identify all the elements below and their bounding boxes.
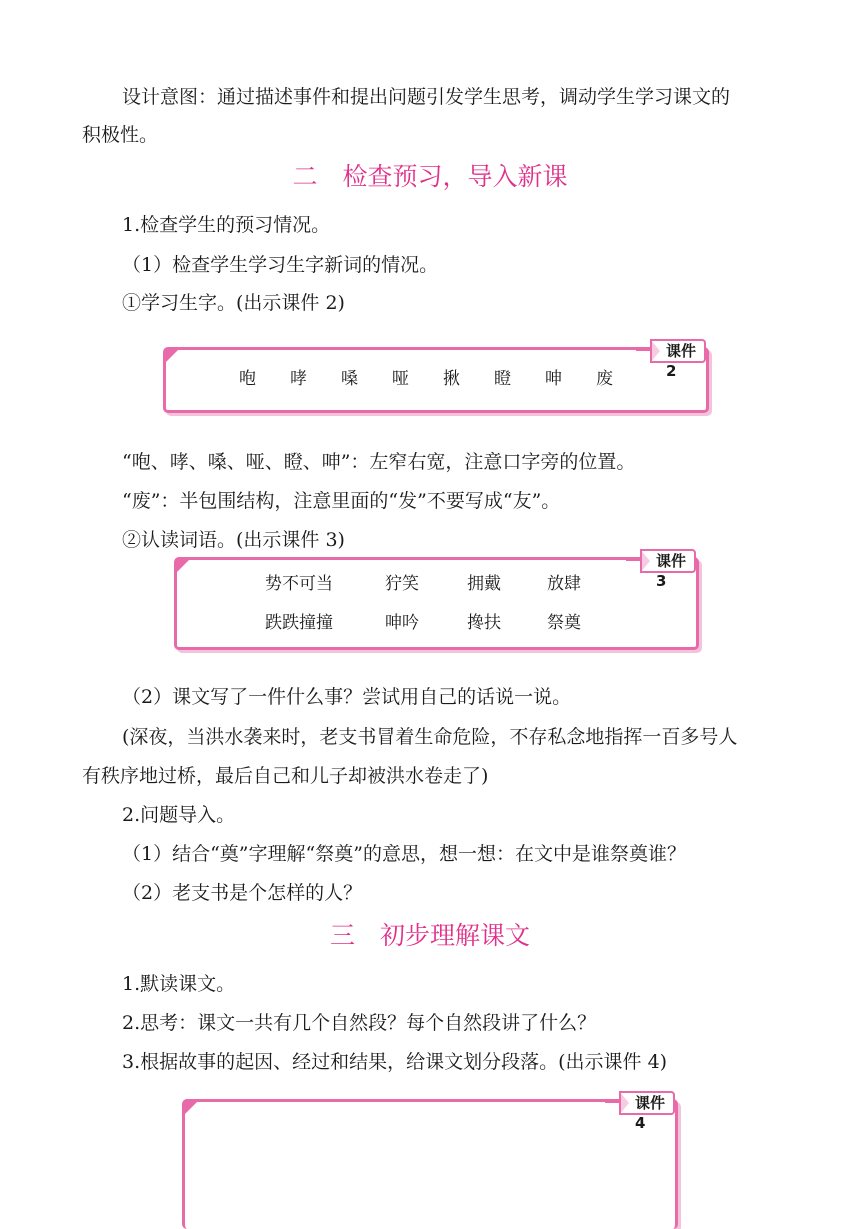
design-intent-line-1: 设计意图：通过描述事件和提出问题引发学生思考，调动学生学习课文的: [122, 86, 731, 108]
question-intro-2: （2）老支书是个怎样的人？: [122, 882, 363, 904]
character-list: [166, 364, 706, 389]
word: 放肆: [547, 574, 581, 594]
courseware-4-panel: [182, 1094, 678, 1229]
section-heading-2: 二 检查预习，导入新课: [292, 162, 568, 191]
character-note-1: “咆、哮、嗓、哑、瞪、呻”：左窄右宽，注意口字旁的位置。: [122, 451, 636, 473]
character: 废: [596, 369, 613, 389]
question-intro-1: （1）结合“奠”字理解“祭奠”的意思，想一想：在文中是谁祭奠谁？: [122, 843, 686, 865]
word: 跌跌撞撞: [265, 613, 333, 633]
character: 瞪: [494, 369, 511, 389]
read-words: ②认读词语。(出示课件 3): [122, 529, 345, 551]
corner-mark: [177, 560, 189, 572]
courseware-2-tag: 课件2: [650, 339, 706, 363]
answer-line-1: (深夜，当洪水袭来时，老支书冒着生命危险，不存私念地指挥一百多号人: [122, 726, 738, 748]
answer-line-2: 有秩序地过桥，最后自己和儿子却被洪水卷走了): [82, 765, 489, 787]
character: 咆: [239, 369, 256, 389]
step-3: 3.根据故事的起因、经过和结果，给课文划分段落。(出示课件 4): [122, 1051, 668, 1073]
word-row-1: [265, 569, 607, 594]
word: 搀扶: [467, 613, 501, 633]
step-1: 1.默读课文。: [122, 973, 236, 995]
section-heading-3: 三 初步理解课文: [329, 921, 530, 950]
word: 势不可当: [265, 574, 333, 594]
learn-characters: ①学习生字。(出示课件 2): [122, 292, 345, 314]
check-new-words: （1）检查学生学习生字新词的情况。: [122, 254, 439, 276]
courseware-3-panel: [174, 552, 699, 650]
character: 哮: [290, 369, 307, 389]
character: 揪: [443, 369, 460, 389]
word: 呻吟: [385, 613, 419, 633]
courseware-4-tag: 课件4: [619, 1091, 675, 1115]
corner-mark: [166, 350, 178, 362]
check-preview: 1.检查学生的预习情况。: [122, 214, 331, 236]
character: 嗓: [341, 369, 358, 389]
step-2: 2.思考：课文一共有几个自然段？每个自然段讲了什么？: [122, 1012, 597, 1034]
word: 祭奠: [547, 613, 581, 633]
character-note-2: “废”：半包围结构，注意里面的“发”不要写成“友”。: [122, 490, 561, 512]
design-intent-line-2: 积极性。: [82, 124, 159, 146]
word: 拥戴: [467, 574, 501, 594]
character: 哑: [392, 369, 409, 389]
word-row-2: [265, 608, 607, 633]
word: 狞笑: [385, 574, 419, 594]
courseware-3-tag: 课件3: [640, 549, 696, 573]
character: 呻: [545, 369, 562, 389]
corner-mark: [185, 1102, 197, 1114]
question-intro: 2.问题导入。: [122, 804, 236, 826]
question-summary: （2）课文写了一件什么事？尝试用自己的话说一说。: [122, 686, 572, 708]
courseware-2-panel: [163, 342, 709, 413]
